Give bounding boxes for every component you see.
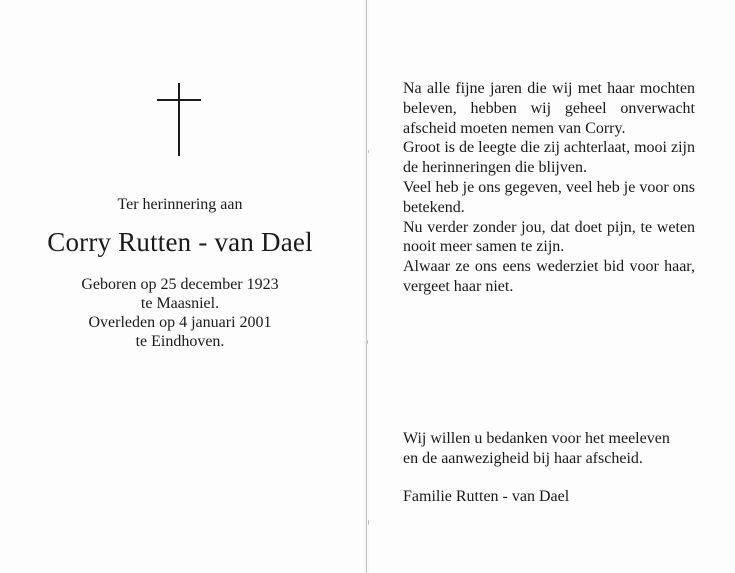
cross-vertical-bar [178,83,180,156]
life-dates [20,275,340,351]
birth-date: Geboren op 25 december 1923 [81,276,279,293]
memorial-poem [403,79,695,297]
thanks-line: en de aanwezigheid bij haar afscheid. [403,449,643,467]
intro-text: Ter herinnering aan [117,196,243,213]
thank-you-note [403,429,695,468]
poem-paragraph: Alwaar ze ons eens wederziet bid voor haar, vergeet haar niet. [403,258,695,295]
poem-paragraph: Nu verder zonder jou, dat doet pijn, te weten nooit meer samen te zijn. [403,218,695,256]
paper-speck [367,340,368,344]
poem-paragraph: Na alle fijne jaren die wij met haar mochten beleven, hebben wij geheel onverwacht afscheid moeten nemen van Corry. [403,80,695,137]
deceased-name: Corry Rutten - van Dael [47,227,313,257]
death-date: Overleden op 4 januari 2001 [88,314,272,331]
poem-paragraph: Veel heb je ons gegeven, veel heb je voor ons betekend. [403,178,695,216]
paper-speck [368,150,369,153]
card-fold-line [366,0,367,573]
paper-speck [368,520,369,525]
death-place: te Eindhoven. [135,333,225,350]
thanks-line: Wij willen u bedanken voor het meeleven [403,430,670,447]
birth-place: te Maasniel. [140,295,220,312]
family-signature: Familie Rutten - van Dael [403,488,570,505]
latin-cross-icon [157,83,201,156]
poem-paragraph: Groot is de leegte die zij achterlaat, mooi zijn de herinneringen die blijven. [403,139,695,177]
cross-horizontal-bar [157,99,201,101]
